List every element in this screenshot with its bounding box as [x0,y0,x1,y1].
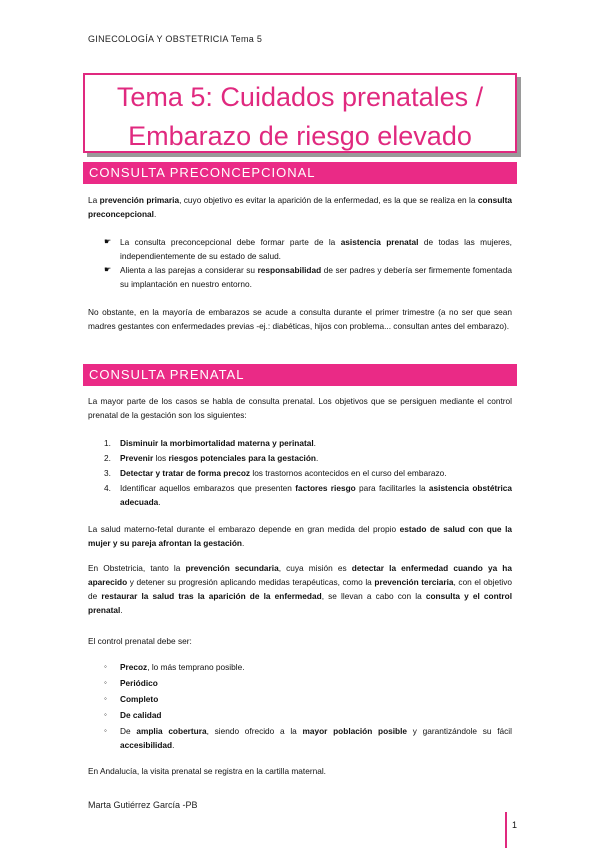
bold-text: Completo [120,694,159,704]
text: , se llevan a cabo con la [321,591,426,601]
text: de ser padres y debería ser firmemente fomentada su implantación en nuestro entorno. [120,265,512,289]
bullet-icon: ◦ [104,678,107,687]
list-item [104,235,512,263]
item-number: 3. [104,468,111,478]
text: No obstante, en la mayoría de embarazos se acude a consulta durante el primer trimestre (a no ser que sean madres gestantes con enfermedades previas -ej.: diabéticas, hijos con problema... consultan antes del embarazo). [88,307,512,331]
bold-text: Periódico [120,678,158,688]
text: . [153,209,157,219]
text: Identificar aquellos embarazos que presenten [120,483,296,493]
bold-text: prevención terciaria [374,577,454,587]
bold-text: Precoz [120,662,148,672]
bold-text: mayor población posible [302,726,408,736]
text: , cuyo objetivo es evitar la aparición de la enfermedad, es la que se realiza en la [179,195,478,205]
text: los [153,453,169,463]
paragraph [88,394,512,422]
text: En Andalucía, la visita prenatal se registra en la cartilla maternal. [88,766,326,776]
text: . [242,538,245,548]
paragraph [88,522,512,550]
bullet-icon: ◦ [104,662,107,671]
text: El control prenatal debe ser: [88,636,192,646]
hand-pointer-icon: ☛ [104,265,112,274]
title-box [83,73,517,153]
bold-text: asistencia obstétrica adecuada [120,483,512,507]
text: , cuya misión es [278,563,352,573]
bold-text: restaurar la salud tras la aparición de la enfermedad [101,591,322,601]
text: . [158,497,161,507]
bold-text: detectar la enfermedad cuando ya ha aparecido [88,563,512,587]
bold-text: estado de salud con que la mujer y su pareja afrontan la gestación [88,524,512,548]
list-item [104,708,512,722]
paragraph [88,305,512,333]
bold-text: Detectar y tratar de forma precoz [120,468,251,478]
bold-text: asistencia prenatal [340,237,419,247]
item-number: 1. [104,438,111,448]
text: De [120,726,137,736]
list-item [104,263,512,291]
bold-text: consulta y el control prenatal [88,591,512,615]
numbered-item [104,481,512,509]
text: para facilitarles la [355,483,429,493]
hand-pointer-icon: ☛ [104,237,112,246]
footer-author: Marta Gutiérrez García -PB [88,800,198,810]
text: , con el objetivo de [88,577,513,601]
bullet-icon: ◦ [104,710,107,719]
paragraph [88,634,512,648]
list-item [104,724,512,752]
item-number: 4. [104,483,111,493]
bold-text: De calidad [120,710,162,720]
numbered-item [104,466,512,480]
text: . [316,453,319,463]
list-item [104,692,512,706]
bold-text: Disminuir la morbimortalidad materna y perinatal [120,438,314,448]
page-number: 1 [512,820,518,830]
list-item [104,660,512,674]
bold-text: consulta preconcepcional [88,195,512,219]
bold-text: responsabilidad [257,265,322,275]
numbered-item [104,436,512,450]
text: Alienta a las parejas a considerar su [120,265,258,275]
text: En Obstetricia, tanto la [88,563,186,573]
text: La salud materno-fetal durante el embarazo depende en gran medida del propio [88,524,400,534]
text: La [88,195,100,205]
bold-text: accesibilidad [120,740,173,750]
text: La consulta preconcepcional debe formar parte de la [120,237,341,247]
text: . [172,740,175,750]
paragraph [88,561,512,617]
bold-text: Prevenir [120,453,154,463]
bold-text: riesgos potenciales para la gestación [168,453,316,463]
section-heading-prenatal: CONSULTA PRENATAL [83,364,517,386]
section-heading-preconcepcional: CONSULTA PRECONCEPCIONAL [83,162,517,184]
text: . [313,438,316,448]
text: y garantizándole su fácil [407,726,512,736]
bullet-icon: ◦ [104,694,107,703]
paragraph [88,764,512,778]
title-line-2: Embarazo de riesgo elevado [128,121,472,151]
text: los trastornos acontecidos en el curso del embarazo. [250,468,447,478]
text: de todas las mujeres, independientemente de su estado de salud. [120,237,512,261]
text: , lo más temprano posible. [147,662,245,672]
text: . [120,605,123,615]
title-line-1: Tema 5: Cuidados prenatales / [116,82,484,112]
page-number-rule [505,812,507,848]
bold-text: amplia cobertura [136,726,207,736]
bold-text: prevención secundaria [185,563,279,573]
text: y detener su progresión aplicando medidas terapéuticas, como la [127,577,375,587]
list-item [104,676,512,690]
bullet-icon: ◦ [104,726,107,735]
text: La mayor parte de los casos se habla de consulta prenatal. Los objetivos que se persiguen mediante el control prenatal de la gestación son los siguientes: [88,396,512,420]
item-number: 2. [104,453,111,463]
text: , siendo ofrecido a la [206,726,303,736]
bold-text: factores riesgo [295,483,356,493]
paragraph [88,193,512,221]
bold-text: prevención primaria [99,195,180,205]
numbered-item [104,451,512,465]
running-header: GINECOLOGÍA Y OBSTETRICIA Tema 5 [88,34,263,44]
